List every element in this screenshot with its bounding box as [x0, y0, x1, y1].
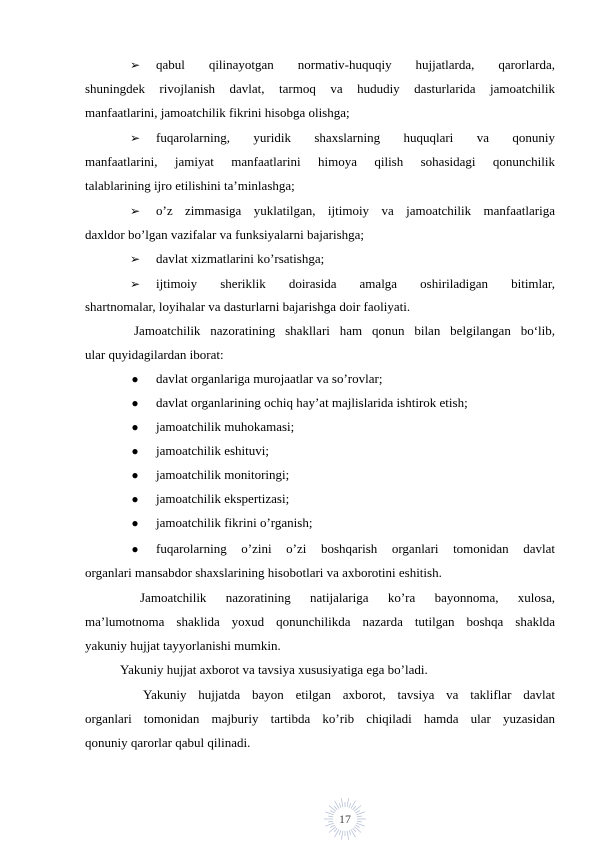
text-line: ular quyidagilardan iborat:: [85, 347, 224, 362]
text-line: Yakuniy hujjat axborot va tavsiya xususiyatiga ega bo’ladi.: [120, 662, 428, 677]
text-line: ijtimoiy sheriklik doirasida amalga oshiriladigan bitimlar,: [156, 276, 555, 291]
text-line: Yakuniy hujjatda bayon etilgan axborot, tavsiya va takliflar davlat: [143, 687, 555, 702]
list-item: davlat organlarining ochiq hay’at majlislarida ishtirok etish;: [156, 395, 468, 410]
dot-bullet-icon: ●: [131, 396, 139, 410]
page-number: 17: [339, 812, 351, 826]
text-line: yakuniy hujjat tayyorlanishi mumkin.: [85, 638, 281, 653]
text-line: Jamoatchilik nazoratining natijalariga ko’ra bayonnoma, xulosa,: [140, 590, 555, 605]
text-line: Jamoatchilik nazoratining shakllari ham qonun bilan belgilangan bo‘lib,: [134, 323, 555, 338]
text-line: daxldor bo’lgan vazifalar va funksiyalarni bajarishga;: [85, 227, 365, 242]
arrow-bullet-icon: ➢: [129, 252, 141, 266]
arrow-bullet-icon: ➢: [129, 277, 141, 291]
list-item: fuqarolarning o’zini o’zi boshqarish organlari tomonidan davlat: [156, 541, 555, 556]
text-line: qabul qilinayotgan normativ-huquqiy hujjatlarda, qarorlarda,: [156, 57, 555, 72]
dot-bullet-icon: ●: [131, 372, 139, 386]
list-item: davlat organlariga murojaatlar va so’rovlar;: [156, 371, 383, 386]
dot-bullet-icon: ●: [131, 468, 139, 482]
dot-bullet-icon: ●: [131, 492, 139, 506]
arrow-bullet-icon: ➢: [129, 131, 141, 145]
text-line: qonuniy qarorlar qabul qilinadi.: [85, 735, 251, 750]
list-item: jamoatchilik monitoringi;: [156, 467, 290, 482]
page-number-badge: [322, 796, 368, 842]
list-item: jamoatchilik muhokamasi;: [156, 419, 295, 434]
dot-bullet-icon: ●: [131, 444, 139, 458]
list-item: jamoatchilik fikrini o’rganish;: [156, 515, 313, 530]
text-line: shartnomalar, loyihalar va dasturlarni bajarishga doir faoliyati.: [85, 299, 411, 314]
text-line: davlat xizmatlarini ko’rsatishga;: [156, 251, 325, 266]
dot-bullet-icon: ●: [131, 516, 139, 530]
text-line: shuningdek rivojlanish davlat, tarmoq va hududiy dasturlarida jamoatchilik: [85, 81, 555, 96]
arrow-bullet-icon: ➢: [129, 58, 141, 72]
arrow-bullet-icon: ➢: [129, 204, 141, 218]
dot-bullet-icon: ●: [131, 420, 139, 434]
text-line: fuqarolarning, yuridik shaxslarning huquqlari va qonuniy: [156, 130, 555, 145]
dot-bullet-icon: ●: [131, 542, 139, 556]
text-line: o’z zimmasiga yuklatilgan, ijtimoiy va jamoatchilik manfaatlariga: [156, 203, 555, 218]
list-item: jamoatchilik eshituvi;: [156, 443, 270, 458]
text-line: organlari tomonidan majburiy tartibda ko’rib chiqiladi hamda ular yuzasidan: [85, 711, 555, 726]
text-line: talablarining ijro etilishini ta’minlashga;: [85, 178, 295, 193]
text-line: ma’lumotnoma shaklida yoxud qonunchilikda nazarda tutilgan boshqa shaklda: [85, 614, 555, 629]
list-item: jamoatchilik ekspertizasi;: [156, 491, 290, 506]
text-line: organlari mansabdor shaxslarining hisobotlari va axborotini eshitish.: [85, 565, 442, 580]
text-line: manfaatlarini, jamiyat manfaatlarini himoya qilish sohasidagi qonunchilik: [85, 154, 555, 169]
text-line: manfaatlarini, jamoatchilik fikrini hisobga olishga;: [85, 105, 350, 120]
